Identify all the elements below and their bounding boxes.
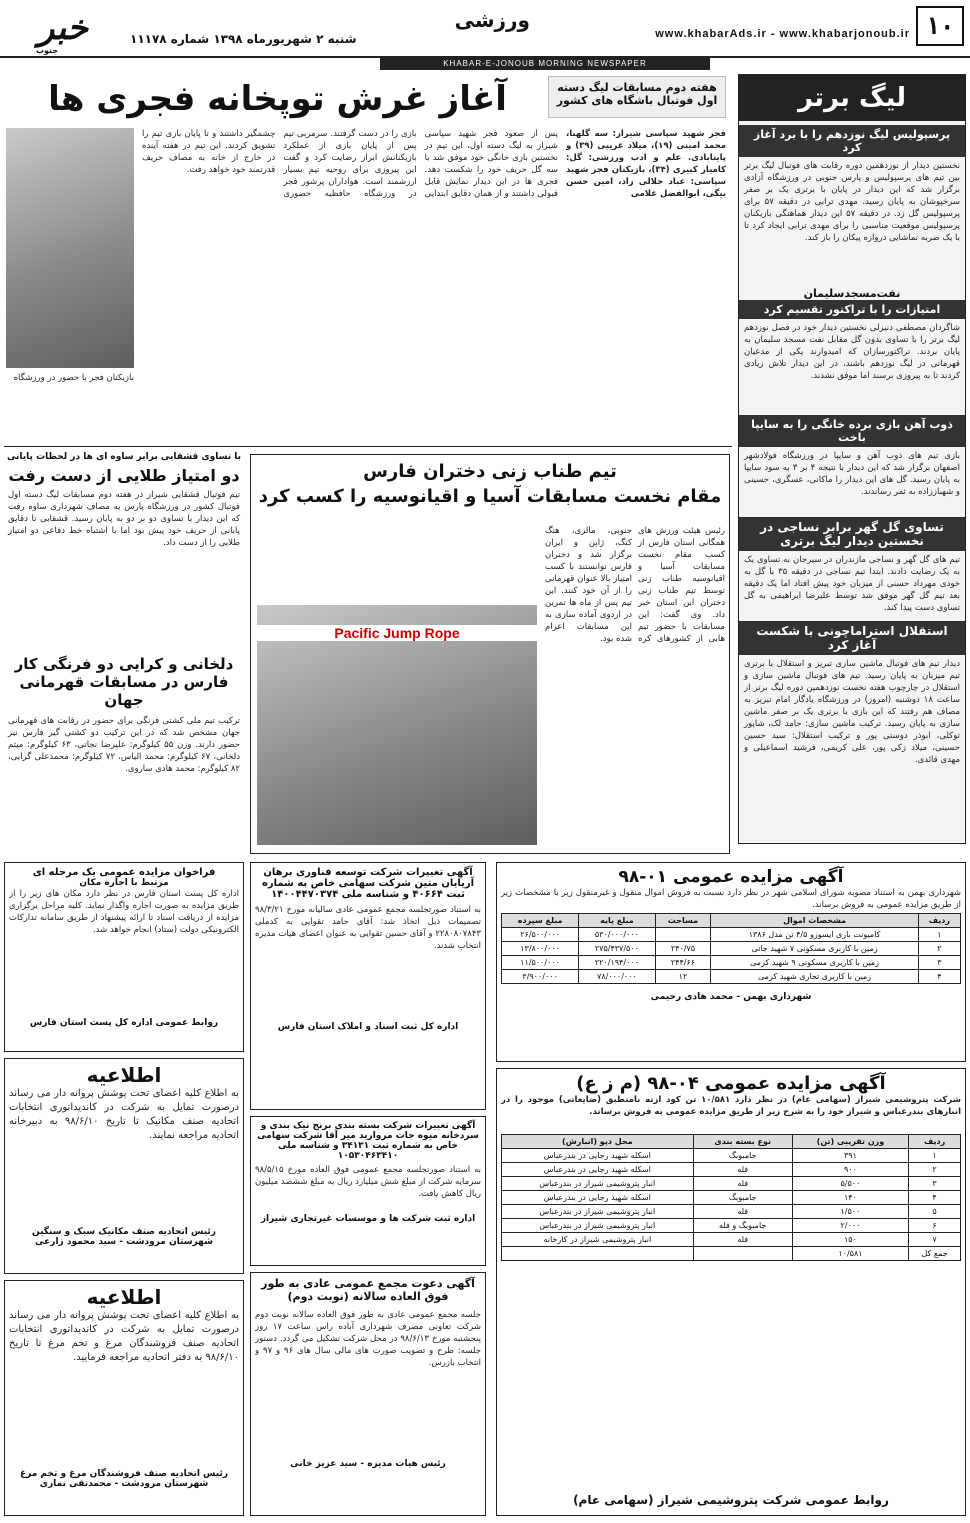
newspaper-logo: خبر: [37, 8, 89, 48]
auction-2-header-cell: ردیف: [909, 1135, 961, 1149]
table-cell: فله: [693, 1205, 792, 1219]
table-cell: اسکله شهید رجایی در بندرعباس: [502, 1191, 694, 1205]
left-news-body: تیم فوتبال قشقایی شیراز در هفته دوم مسابقات لیگ دسته اول فوتبال کشور در ورزشگاه پارس به مصاف شهرداری ساوه رفت که این دیدار با تساوی دو بر دو به پایان رسید. قشقایی تا دقایق پایانی از حریف خود پیش بود اما با اشتباه خط دفاعی دو امتیاز طلایی را از دست داد.: [8, 490, 240, 548]
story-5-body: دیدار تیم های فوتبال ماشین سازی تبریز و استقلال با برتری تیم میزبان به پایان رسید. تیم های فوتبال ماشین سازی و استقلال در چارچوب هفته نخست نوزدهمین دوره لیگ برتر از ساعت ۱۸ دوشنبه (امروز) در ورزشگاه یادگار امام تبریز به مصاف هم رفتند که این بازی با برتری یک بر صفر ماشین سازی به پایان رسید. ترکیب ماشین سازی: حامد لک، شاپور توکلی، ابوذر دوستی پور و ترکیب استقلال: سید حسین حسینی، میلاد زکی پور، علی کریمی، فرشید اسماعیلی و مهدی قائدی.: [744, 659, 960, 765]
notice-2-body: به اطلاع کلیه اعضای تحت پوشش پروانه دار می رساند درصورت تمایل به شرکت در کاندیداتوری انتخابات اتحادیه صنف فروشندگان مرغ و تخم مرغ تا تاریخ ۹۸/۶/۱۰ به دفتر اتحادیه مراجعه فرمایید.: [9, 1310, 239, 1363]
auction-2-title: آگهی مزایده عمومی ۰۴-۹۸ (م ز ع): [576, 1073, 886, 1094]
table-cell: [693, 1247, 792, 1261]
table-row: [502, 1191, 961, 1205]
table-cell: فله: [693, 1177, 792, 1191]
rope-banner-text: Pacific Jump Rope: [257, 625, 537, 641]
divider: [4, 446, 732, 447]
fajr-player-photo: [6, 128, 134, 368]
notice-2-title: اطلاعیه: [86, 1285, 162, 1309]
table-row: [502, 956, 961, 970]
table-cell: جامبوبگ: [693, 1149, 792, 1163]
wrestling-headline: دلخانی و کرایی دو فرنگی کار فارس در مسابقات قهرمانی جهان: [14, 655, 234, 709]
left-news-headline: دو امتیاز طلایی از دست رفت: [8, 466, 240, 485]
company-change-ad-2: [250, 1116, 486, 1266]
table-cell: ۴: [909, 1191, 961, 1205]
story-2-kicker: نفت‌مسجدسلیمان: [803, 287, 901, 300]
fajr-kicker-2: اول فوتبال باشگاه های کشور: [556, 94, 718, 107]
notice-2-footer: رئیس اتحادیه صنف فروشندگان مرغ و تخم مرغ شهرستان مرودشت - محمدتقی نمازی: [19, 1469, 229, 1489]
newspaper-logo-sub: جنوب: [36, 46, 59, 55]
story-4-body: تیم های گل گهر و نساجی مازندران در سیرجان به تساوی یک به یک رضایت دادند. ابتدا تیم نساجی در دقیقه ۳۵ با گل به خودی مهرداد حسنی از میزبان خود پیش افتاد اما یک دقیقه بعد تیم گل گهر موفق شد توسط علیرضا ابراهیمی به گل تساوی دست پیدا کند.: [744, 555, 961, 613]
page-number: ۱۰: [916, 6, 964, 46]
table-cell: ۱۱/۵۰۰/۰۰۰: [502, 956, 579, 970]
company-ad-2-footer: اداره ثبت شرکت ها و موسسات غیرتجاری شیراز: [260, 1214, 476, 1224]
auction-1-intro: شهرداری بهمن به استناد مصوبه شورای اسلامی شهر در نظر دارد نسبت به فروش اموال منقول و غیرمنقول زیر با مشخصات زیر از طریق مزایده عمومی به فروش برساند.: [501, 888, 961, 910]
table-cell: انبار پتروشیمی شیراز در بندرعباس: [502, 1219, 694, 1233]
table-cell: زمین با کاربری مسکونی ۷ شهید جانی: [711, 942, 918, 956]
column-title: لیگ برتر: [739, 75, 965, 121]
story-5-headline: استقلال استراماچونی با شکست آغاز کرد: [739, 621, 965, 655]
fajr-story: [6, 74, 730, 444]
table-cell: انبار پتروشیمی شیراز در بندرعباس: [502, 1205, 694, 1219]
table-cell: ۲۴۴/۶۶: [655, 956, 711, 970]
story-3-body: بازی تیم های ذوب آهن و سایپا در ورزشگاه فولادشهر اصفهان برگزار شد که این دیدار با نتیجه ۴ بر ۳ به سود سایپا به پایان رسید. گل های این دیدار را ماکانی، عسگری، حسینی و شهباززاده به ثمر رساندند.: [744, 451, 961, 497]
company-ad-1-title: آگهی تغییرات شرکت توسعه فناوری برهان آریایان متین شرکت سهامی خاص به شماره ثبت ۴۰۶۶۴ و شناسه ملی ۱۴۰۰۴۴۷۰۳۷۴: [261, 867, 475, 900]
table-cell: [655, 928, 711, 942]
post-ad-title: فراخوان مزایده عمومی یک مرحله ای: [32, 867, 216, 878]
assembly-ad-title: آگهی دعوت مجمع عمومی عادی به طور فوق العاده سالانه (نوبت دوم): [261, 1277, 475, 1303]
notice-1-body: به اطلاع کلیه اعضای تحت پوشش پروانه دار می رساند درصورت تمایل به شرکت در کاندیداتوری انتخابات اتحادیه صنف مکانیک تا تاریخ ۹۸/۶/۱۰ به دبیرخانه اتحادیه مراجعه نمایند.: [9, 1088, 239, 1141]
auction-1-header-row: [502, 914, 961, 928]
table-cell: ۱۴۰: [792, 1191, 908, 1205]
table-row: [502, 1163, 961, 1177]
auction-2-header-cell: محل دپو (انبارش): [502, 1135, 694, 1149]
table-cell: ۷: [909, 1233, 961, 1247]
table-cell: ۲/۰۰۰: [792, 1219, 908, 1233]
company-ad-1-body: به استناد صورتجلسه مجمع عمومی عادی سالیانه مورخ ۹۸/۳/۲۱ تصمیمات ذیل اتخاذ شد: آقای حامد تقوایی به کدملی ۲۲۸۰۸۰۷۸۴۳ و آقای حسین تقوایی به عنوان اعضای هیات مدیره انتخاب شدند.: [255, 905, 481, 951]
website-links[interactable]: www.khabarAds.ir - www.khabarjonoub.ir: [655, 28, 910, 40]
fajr-kicker-1: هفته دوم مسابقات لیگ دسته: [557, 81, 717, 94]
table-cell: ۴: [918, 970, 960, 984]
right-column: [738, 74, 966, 844]
rope-headline-2: مقام نخست مسابقات آسیا و اقیانوسیه را کسب کرد: [258, 486, 722, 507]
table-cell: ۶: [909, 1219, 961, 1233]
table-cell: ۳/۹۰۰/۰۰۰: [502, 970, 579, 984]
auction-1-header-cell: ردیف: [918, 914, 960, 928]
table-cell: ۲۲۰/۱۹۴/۰۰۰: [579, 956, 655, 970]
table-cell: ۲۶/۵۰۰/۰۰۰: [502, 928, 579, 942]
auction-1-header-cell: مبلغ پایه: [579, 914, 655, 928]
company-ad-2-body: به استناد صورتجلسه مجمع عمومی فوق العاده مورخ ۹۸/۵/۱۵ سرمایه شرکت از مبلغ شش میلیارد ریال به مبلغ ششصد میلیون ریال کاهش یافت.: [255, 1165, 481, 1199]
table-cell: ۱: [909, 1149, 961, 1163]
story-2-body: شاگردان مصطفی دنیزلی نخستین دیدار خود در فصل نوزدهم لیگ برتر را با تساوی بدون گل مقابل نفت مسجد سلیمان به پایان بردند. تراکتورسازان که امیدوارند یکی از مدعیان قهرمانی در لیگ نوزدهم باشند، در این دیدار تلاش زیادی کردند تا به پیروزی برسند اما موفق نشدند.: [744, 323, 960, 381]
auction-2-table: [501, 1134, 961, 1261]
masthead: [0, 0, 970, 58]
fajr-kicker-box: [548, 76, 726, 118]
table-cell: ۵/۵۰۰: [792, 1177, 908, 1191]
table-cell: ۷۸/۰۰۰/۰۰۰: [579, 970, 655, 984]
notice-1-title: اطلاعیه: [86, 1063, 162, 1087]
table-cell: ۲: [918, 942, 960, 956]
auction-2-header-row: [502, 1135, 961, 1149]
table-cell: اسکله شهید رجایی در بندرعباس: [502, 1149, 694, 1163]
issue-date: شنبه ۲ شهریورماه ۱۳۹۸ شماره ۱۱۱۷۸: [130, 32, 357, 46]
table-row: [502, 928, 961, 942]
table-row: [502, 1205, 961, 1219]
auction-2: [496, 1068, 966, 1516]
fajr-photo-caption: بازیکنان فجر با حضور در ورزشگاه: [13, 373, 134, 383]
left-news-block: [4, 452, 244, 852]
rope-body: رئیس هیئت ورزش های همگانی استان فارس از کسب مقام نخست مسابقات آسیا و اقیانوسیه طناب زنی توسط تیم طناب زنی دختران این استان خبر داد. وی گفت: این مسابقات با حضور تیم هایی از کشورهای کره جنوبی، مالزی، هنگ کنگ، ژاپن و ایران برگزار شد و دختران فارس توانستند با کسب امتیاز بالا عنوان قهرمانی را از آن خود کنند. این تیم پس از ماه ها تمرین در اردوی آماده سازی به این مسابقات اعزام شده بود.: [545, 526, 725, 644]
table-cell: اسکله شهید رجایی در بندرعباس: [502, 1163, 694, 1177]
story-2-headline: امتیازات را با تراکتور تقسیم کرد: [739, 300, 965, 319]
post-ad-body: اداره کل پست استان فارس در نظر دارد مکان های زیر را از طریق مزایده به صورت اجاره واگذار نماید. کلیه مراحل برگزاری مزایده از دریافت اسناد تا ارائه پیشنهاد از طریق سامانه تدارکات الکترونیکی دولت (ستاد) انجام خواهد شد.: [9, 889, 239, 935]
table-cell: ۹۰۰: [792, 1163, 908, 1177]
table-cell: ۱۳/۸۰۰/۰۰۰: [502, 942, 579, 956]
rope-headline-1: تیم طناب زنی دختران فارس: [363, 461, 617, 482]
table-cell: ۳۹۱: [792, 1149, 908, 1163]
table-row: [502, 1149, 961, 1163]
table-cell: ۱/۵۰۰: [792, 1205, 908, 1219]
table-row: [502, 1233, 961, 1247]
post-ad-footer: روابط عمومی اداره کل پست استان فارس: [29, 1018, 219, 1028]
assembly-ad-body: جلسه مجمع عمومی عادی به طور فوق العاده سالانه نوبت دوم شرکت تعاونی مصرف شهرداری آباده راس ساعت ۱۷ روز پنجشنبه مورخ ۹۸/۶/۱۳ در محل شرکت تشکیل می گردد. دستور جلسه: طرح و تصویب صورت های مالی سال های ۹۶ و ۹۷ و انتخاب بازرس.: [255, 1310, 481, 1368]
post-auction-ad: [4, 862, 244, 1052]
table-cell: ۵۳۰/۰۰۰/۰۰۰: [579, 928, 655, 942]
post-ad-subtitle: مرتبط با اجاره مکان: [79, 878, 169, 888]
rope-story: [250, 454, 730, 854]
section-name: ورزشی: [454, 8, 530, 32]
assembly-invitation-ad: [250, 1272, 486, 1516]
table-cell: فله: [693, 1233, 792, 1247]
left-news-kicker: با تساوی قشقایی برابر ساوه ای ها در لحظات پایانی: [6, 452, 242, 462]
table-cell: ۳: [918, 956, 960, 970]
assembly-ad-footer: رئیس هیات مدیره - سید عزیز خانی: [290, 1459, 446, 1469]
company-ad-1-footer: اداره کل ثبت اسناد و املاک استان فارس: [277, 1022, 459, 1032]
table-cell: فله: [693, 1163, 792, 1177]
auction-2-header-cell: وزن تقریبی (تن): [792, 1135, 908, 1149]
company-change-ad-1: [250, 862, 486, 1110]
company-ad-2-title: آگهی تغییرات شرکت بسته بندی برنج نیک بندی و سردخانه میوه جات مروارید میر آقا شرکت سهامی خاص به شماره ثبت ۳۴۱۳۱ و شناسه ملی ۱۰۵۳۰۴۶۳۴۱۰: [257, 1121, 479, 1161]
table-cell: ۱: [918, 928, 960, 942]
table-cell: ۱۲: [655, 970, 711, 984]
fajr-headline: آغاز غرش توپخانه فجری ها: [48, 79, 507, 119]
auction-2-footer: روابط عمومی شرکت پتروشیمی شیراز (سهامی عام): [573, 1493, 889, 1507]
auction-1-table: [501, 913, 961, 984]
table-cell: ۵: [909, 1205, 961, 1219]
table-cell: ۱۵۰: [792, 1233, 908, 1247]
table-row: [502, 1247, 961, 1261]
table-cell: ۲۷۵/۴۳۷/۵۰۰: [579, 942, 655, 956]
english-strip: KHABAR-E-JONOUB MORNING NEWSPAPER: [380, 58, 710, 70]
table-cell: جامبوبگ و فله: [693, 1219, 792, 1233]
notice-1: [4, 1058, 244, 1274]
table-cell: جامبوبگ: [693, 1191, 792, 1205]
auction-1-header-cell: مساحت: [655, 914, 711, 928]
table-cell: [502, 1247, 694, 1261]
auction-1-header-cell: مبلغ سپرده: [502, 914, 579, 928]
table-row: [502, 970, 961, 984]
table-row: [502, 942, 961, 956]
fajr-lineup: فجر شهید سپاسی شیراز: سه گلهبا، محمد امینی (۱۹)، میلاد غریبی (۳۹) و پاینابادی. علم و ادب ورزشی: گل: کامیار کبیری (۳۴)، بازیکنان فجر شهید سپاسی: عباد جلالی زاد، امین حسن بیگی، ابوالفضل غلامی: [566, 129, 726, 199]
story-1-headline: پرسپولیس لیگ نوزدهم را با برد آغاز کرد: [739, 125, 965, 157]
table-cell: زمین با کاربری مسکونی ۹ شهید کرمی: [711, 956, 918, 970]
auction-2-intro: شرکت پتروشیمی شیراز (سهامی عام) در نظر دارد ۱۰/۵۸۱ تن کود ازته نامنطبق (ضایعاتی) موجود را در انبارهای بندرعباس و شیراز خود را به شرح زیر از طریق مزایده عمومی به فروش برساند.: [501, 1095, 961, 1117]
table-cell: ۳: [909, 1177, 961, 1191]
table-cell: انبار پتروشیمی شیراز در بندرعباس: [502, 1177, 694, 1191]
table-cell: ۲۴۰/۷۵: [655, 942, 711, 956]
wrestling-body: ترکیب تیم ملی کشتی فرنگی برای حضور در رقابت های قهرمانی جهان مشخص شد که در این ترکیب دو کشتی گیر فارس نیز حضور دارند. وزن ۵۵ کیلوگرم: علیرضا نجاتی، ۶۳ کیلوگرم: میثم دلخانی، ۶۷ کیلوگرم: محمد الیاس، ۷۲ کیلوگرم: محمدعلی گرایی، ۸۲ کیلوگرم: محمد هادی ساروی.: [8, 716, 240, 774]
rope-team-photo: [257, 605, 537, 845]
auction-1-footer: شهرداری بهمن - محمد هادی رحیمی: [650, 992, 812, 1002]
table-cell: کامیونت باری ایسوزو ۴/۵ تن مدل ۱۳۸۶: [711, 928, 918, 942]
table-cell: جمع کل: [909, 1247, 961, 1261]
table-cell: زمین با کاربری تجاری شهید کرمی: [711, 970, 918, 984]
notice-2: [4, 1280, 244, 1516]
auction-2-header-cell: نوع بسته بندی: [693, 1135, 792, 1149]
auction-1-title: آگهی مزایده عمومی ۰۱-۹۸: [618, 867, 844, 887]
table-cell: ۱۰/۵۸۱: [792, 1247, 908, 1261]
table-cell: انبار پتروشیمی شیراز در کارخانه: [502, 1233, 694, 1247]
story-1-body: نخستین دیدار از نوزدهمین دوره رقابت های فوتبال لیگ برتر بین تیم های پرسپولیس و پارس جنوبی در ورزشگاه آزادی برگزار شد که این دیدار در پایان با برتری یک بر صفر سرخپوشان به پایان رسید. مهدی ترابی در دقیقه ۵۷ برای پرسپولیس گل زد. در دقیقه ۵۷ این دیدار هماهنگی بازیکنان پرسپولیس موقعیت مناسبی را برای مهدی ترابی ایجاد کرد تا با یک ضربه تماشایی دروازه پیکان را باز کند.: [744, 161, 960, 243]
auction-1-header-cell: مشخصات اموال: [711, 914, 918, 928]
notice-1-footer: رئیس اتحادیه صنف مکانیک سبک و سنگین شهرستان مرودشت - سید محمود زارعی: [32, 1227, 216, 1247]
table-cell: ۲: [909, 1163, 961, 1177]
story-3-headline: ذوب آهن بازی برده خانگی را به سایپا باخت: [739, 415, 965, 447]
auction-1: [496, 862, 966, 1062]
table-row: [502, 1219, 961, 1233]
fajr-body: پس از صعود فجر شهید سپاسی شیراز به لیگ دسته اول، این تیم در نخستین بازی خانگی خود موفق شد با سه گل حریف خود را شکست دهد. فجری ها در این دیدار نمایش قابل قبولی داشتند و از همان دقایق ابتدایی بازی را در دست گرفتند. سرمربی تیم پس از پایان بازی از عملکرد بازیکنانش ابراز رضایت کرد و گفت این پیروزی برای روحیه تیم بسیار ارزشمند است. هواداران پرشور فجر در ورزشگاه حافظیه حضوری چشمگیر داشتند و تا پایان بازی تیم را تشویق کردند. این تیم در هفته آینده در خارج از خانه به مصاف حریف قدرتمند خود خواهد رفت.: [142, 129, 558, 199]
story-4-headline: تساوی گل گهر برابر نساجی در نخستین دیدار لیگ برتری: [739, 517, 965, 551]
table-row: [502, 1177, 961, 1191]
